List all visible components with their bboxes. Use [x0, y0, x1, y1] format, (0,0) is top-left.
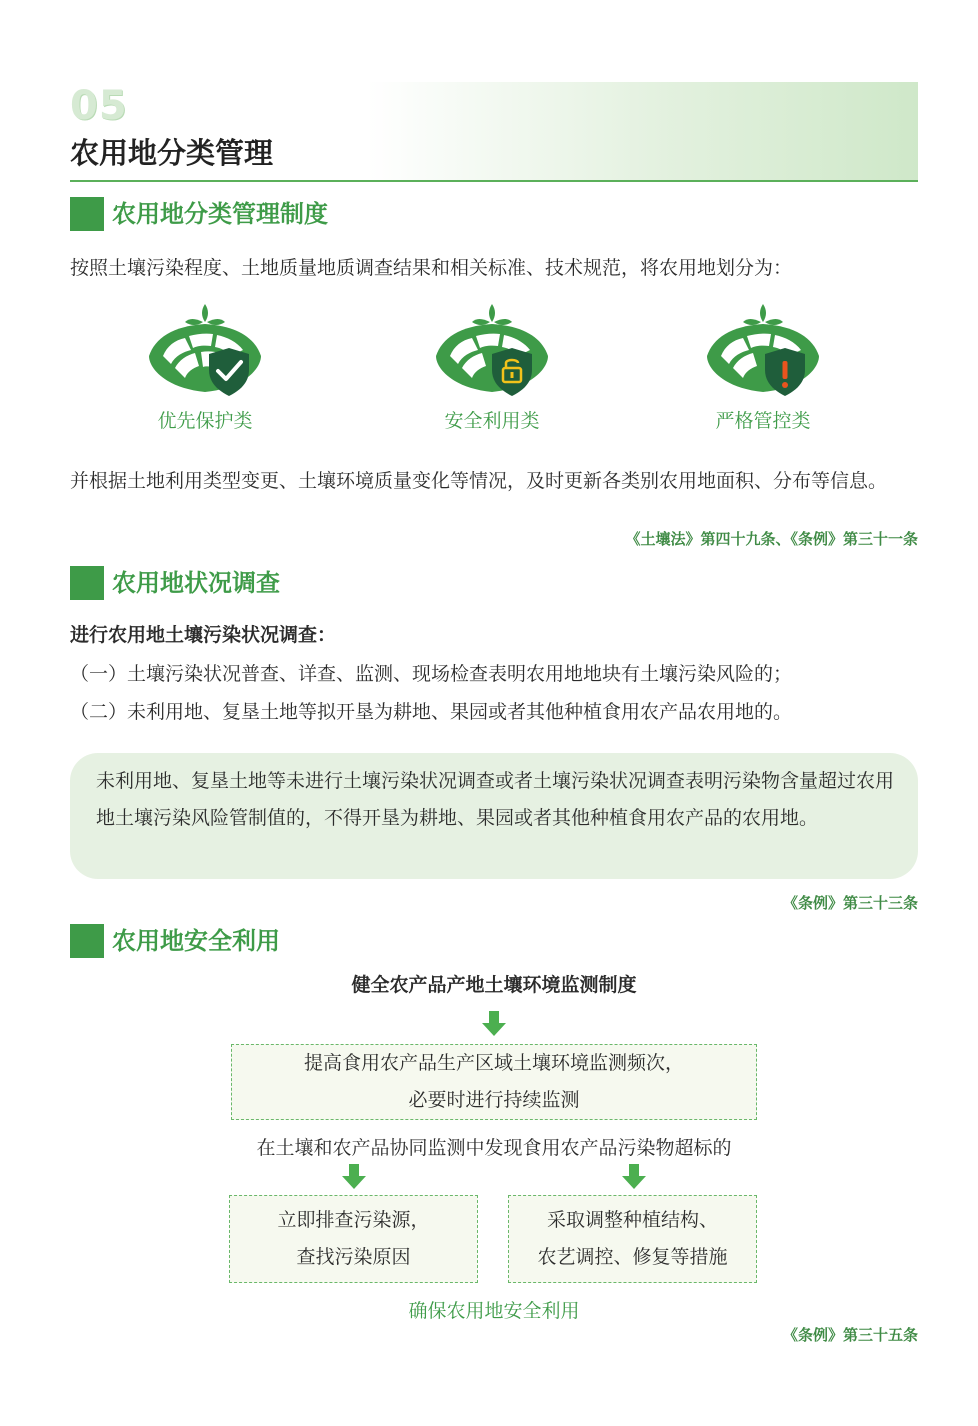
flow-box-line: 立即排查污染源， — [277, 1209, 430, 1231]
flow-step-ensure-safe-use: 确保农用地安全利用 — [408, 1300, 580, 1322]
flow-box-monitoring-frequency — [231, 1044, 757, 1120]
section-heading-safe-use — [70, 924, 280, 958]
highlight-note-box — [70, 753, 918, 879]
section-title: 农用地分类管理制度 — [112, 199, 328, 228]
chapter-number: 05 — [70, 83, 128, 129]
classification-body: 并根据土地利用类型变更、土壤环境质量变化等情况，及时更新各类别农用地面积、分布等信息。 — [70, 470, 888, 492]
survey-item: （二）未利用地、复垦土地等拟开垦为耕地、果园或者其他种植食用农产品农用地的。 — [70, 701, 793, 723]
section-title: 农用地状况调查 — [112, 568, 280, 597]
category-strict-control — [673, 298, 853, 434]
citation: 《土壤法》第四十九条、《条例》第三十一条 — [625, 530, 918, 548]
citation: 《条例》第三十三条 — [782, 894, 918, 912]
arrow-down-icon — [341, 1164, 367, 1190]
flow-step-exceed-standard: 在土壤和农产品协同监测中发现食用农产品污染物超标的 — [256, 1137, 732, 1159]
warning-shield-icon — [703, 298, 823, 402]
section-marker — [70, 924, 104, 958]
check-shield-icon — [145, 298, 265, 402]
arrow-down-icon — [621, 1164, 647, 1190]
section-heading-survey — [70, 566, 280, 600]
section-heading-classification — [70, 197, 328, 231]
section-marker — [70, 197, 104, 231]
category-safe-use — [402, 298, 582, 434]
flow-box-line: 农艺调控、修复等措施 — [537, 1246, 728, 1268]
flow-step-monitoring-system: 健全农产品产地土壤环境监测制度 — [351, 974, 637, 996]
classification-intro: 按照土壤污染程度、土地质量地质调查结果和相关标准、技术规范，将农用地划分为： — [70, 257, 793, 279]
flow-box-line: 采取调整种植结构、 — [546, 1209, 718, 1231]
survey-lead: 进行农用地土壤污染状况调查： — [70, 624, 337, 646]
section-marker — [70, 566, 104, 600]
category-label: 严格管控类 — [715, 410, 811, 432]
flow-box-line: 查找污染原因 — [296, 1246, 411, 1268]
section-title: 农用地安全利用 — [112, 926, 280, 955]
note-text: 未利用地、复垦土地等未进行土壤污染状况调查或者土壤污染状况调查表明污染物含量超过农用地土壤污染风险管制值的，不得开垦为耕地、果园或者其他种植食用农产品的农用地。 — [96, 770, 895, 829]
survey-item: （一）土壤污染状况普查、详查、监测、现场检查表明农用地地块有土壤污染风险的； — [70, 663, 793, 685]
chapter-title: 农用地分类管理 — [70, 136, 274, 170]
flow-box-investigate-source — [229, 1195, 478, 1283]
citation: 《条例》第三十五条 — [782, 1326, 918, 1344]
flow-box-line: 必要时进行持续监测 — [408, 1089, 580, 1111]
category-label: 安全利用类 — [444, 410, 540, 432]
lock-shield-icon — [432, 298, 552, 402]
arrow-down-icon — [481, 1011, 507, 1037]
category-priority-protection — [115, 298, 295, 434]
category-label: 优先保护类 — [157, 410, 253, 432]
flow-box-line: 提高食用农产品生产区域土壤环境监测频次， — [303, 1052, 684, 1074]
chapter-divider — [70, 180, 918, 182]
flow-box-take-measures — [508, 1195, 757, 1283]
